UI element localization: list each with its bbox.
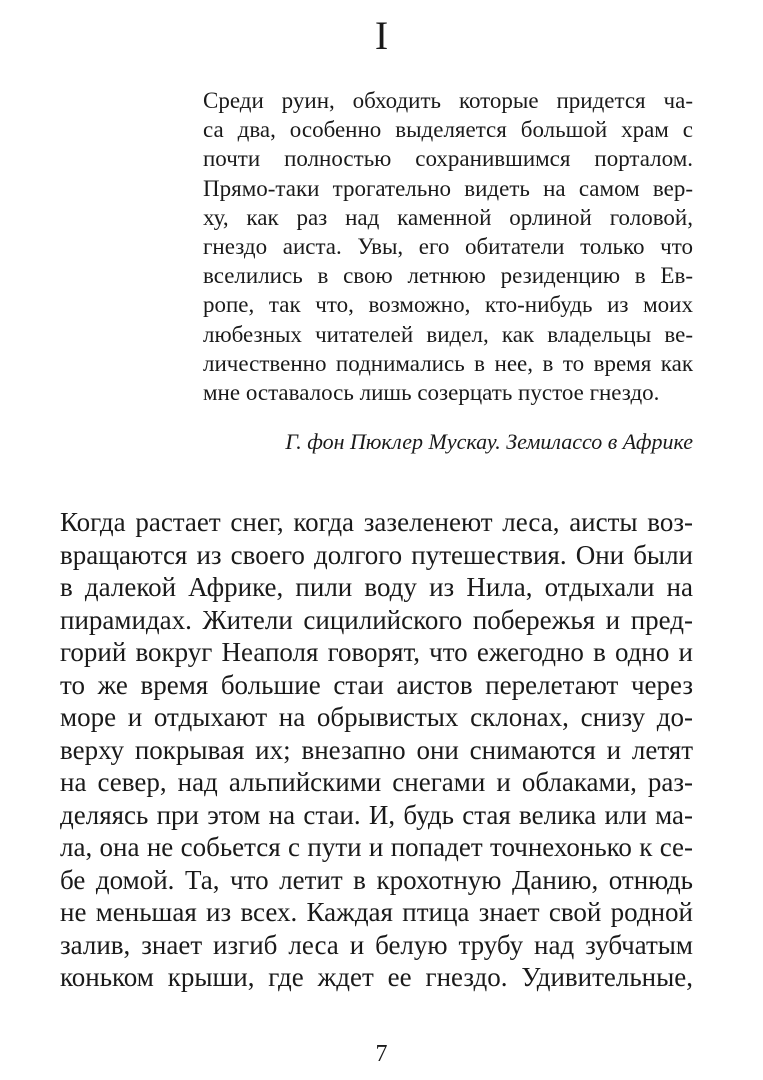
body-line: ла, она не собьется с пути и попадет точнехонько к се- — [60, 832, 693, 862]
body-line: коньком крыши, где ждет ее гнездо. Удивительные, — [60, 962, 693, 992]
epigraph-line: мне оставалось лишь созерцать пустое гнездо. — [203, 379, 660, 405]
epigraph-attribution: Г. фон Пюклер Мускау. Земилассо в Африке — [285, 429, 693, 454]
body-line: верху покрывая их; внезапно они снимаются и летят — [60, 734, 693, 765]
epigraph-line: са два, особенно выделяется большой храм с — [203, 117, 693, 143]
body-line: в далекой Африке, пили воду из Нила, отдыхали на — [60, 572, 693, 602]
epigraph-line: ху, как раз над каменной орлиной головой, — [203, 204, 693, 230]
body-line: деляясь при этом на стаи. И, будь стая велика или ма- — [60, 799, 693, 830]
epigraph-line: вселились в свою летнюю резиденцию в Ев- — [203, 263, 693, 289]
epigraph-line: гнездо аиста. Увы, его обитатели только что — [203, 233, 693, 259]
body-line: Когда растает снег, когда зазеленеют леса, аисты воз- — [60, 507, 693, 537]
page-number: 7 — [375, 1041, 388, 1067]
body-line: море и отдыхают на обрывистых склонах, снизу до- — [60, 702, 693, 732]
body-line: не меньшая из всех. Каждая птица знает свой родной — [60, 897, 693, 927]
body-line: залив, знает изгиб леса и белую трубу над зубчатым — [60, 929, 693, 960]
body-line: бе домой. Та, что летит в крохотную Данию, отнюдь — [60, 864, 693, 895]
epigraph-line: личественно поднимались в нее, в то время как — [203, 350, 693, 376]
body-line: вращаются из своего долгого путешествия. Они были — [60, 539, 693, 570]
epigraph-line: ропе, так что, возможно, кто-нибудь из моих — [203, 292, 693, 318]
epigraph-line: любезных читателей видел, как владельцы ве- — [203, 321, 693, 347]
epigraph-line: Прямо-таки трогательно видеть на самом вер- — [203, 175, 693, 201]
body-text — [60, 506, 693, 994]
epigraph-line: Среди руин, обходить которые придется ча- — [203, 88, 693, 113]
epigraph-line: почти полностью сохранившимся порталом. — [203, 146, 693, 172]
body-line: пирамидах. Жители сицилийского побережья и пред- — [60, 604, 693, 635]
body-line: то же время большие стаи аистов перелетают через — [60, 669, 693, 700]
chapter-number: I — [374, 13, 389, 58]
body-line: горий вокруг Неаполя говорят, что ежегодно в одно и — [60, 637, 693, 667]
epigraph — [203, 86, 693, 407]
body-line: на север, над альпийскими снегами и облаками, раз- — [60, 767, 693, 797]
